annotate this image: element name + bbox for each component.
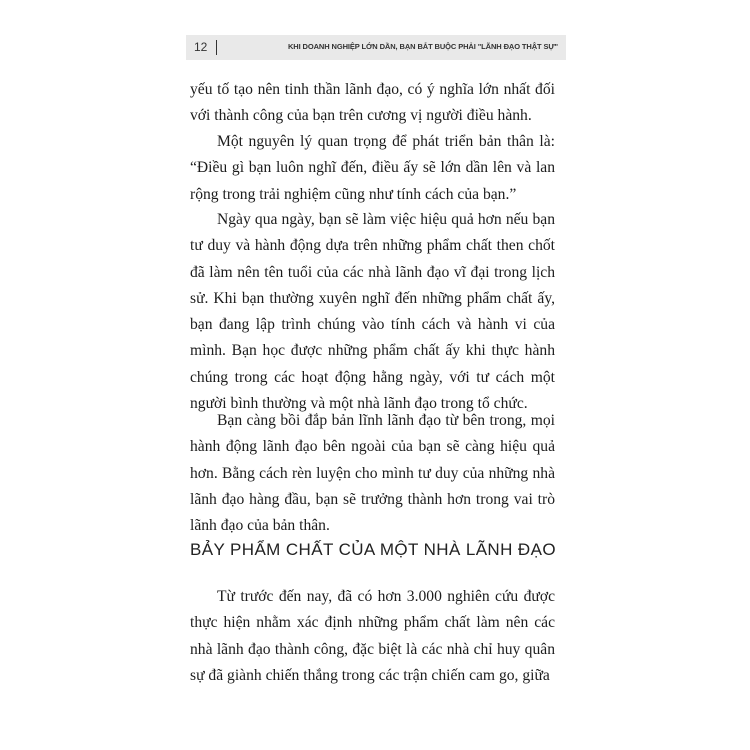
body-paragraph-2: Một nguyên lý quan trọng để phát triển bản thân là: “Điều gì bạn luôn nghĩ đến, điều ấy sẽ lớn dần lên và lan rộng trong trải nghiệm cũng như tính cách của bạn.” [190, 133, 555, 203]
page-number: 12 [194, 40, 208, 54]
running-head-title: KHI DOANH NGHIỆP LỚN DẦN, BẠN BẮT BUỘC PHẢI "LÃNH ĐẠO THẬT SỰ" [287, 42, 558, 51]
header-divider [216, 40, 217, 55]
body-paragraph-1: yếu tố tạo nên tinh thần lãnh đạo, có ý nghĩa lớn nhất đối với thành công của bạn trên cương vị người điều hành. [190, 81, 555, 125]
body-paragraph-4: Bạn càng bồi đắp bản lĩnh lãnh đạo từ bên trong, mọi hành động lãnh đạo bên ngoài của bạn sẽ càng hiệu quả hơn. Bằng cách rèn luyện cho mình tư duy của những nhà lãnh đạo hàng đầu, bạn sẽ trưởng thành hơn trong vai trò lãnh đạo của bản thân. [190, 412, 555, 535]
section-paragraph: Từ trước đến nay, đã có hơn 3.000 nghiên cứu được thực hiện nhằm xác định những phẩm chất làm nên các nhà lãnh đạo thành công, đặc biệt là các nhà chỉ huy quân sự đã giành chiến thắng trong các trận chiến cam go, giữa [190, 588, 555, 684]
body-paragraph-3: Ngày qua ngày, bạn sẽ làm việc hiệu quả hơn nếu bạn tư duy và hành động dựa trên những phẩm chất then chốt đã làm nên tên tuổi của các nhà lãnh đạo vĩ đại trong lịch sử. Khi bạn thường xuyên nghĩ đến những phẩm chất ấy, bạn đang lập trình chúng vào tính cách và hành vi của mình. Bạn học được những phẩm chất ấy khi thực hành chúng trong các hoạt động hằng ngày, với tư cách một người bình thường và một nhà lãnh đạo trong tổ chức. [190, 211, 555, 413]
section-heading: BẢY PHẨM CHẤT CỦA MỘT NHÀ LÃNH ĐẠO [190, 540, 556, 559]
running-header [186, 35, 566, 60]
